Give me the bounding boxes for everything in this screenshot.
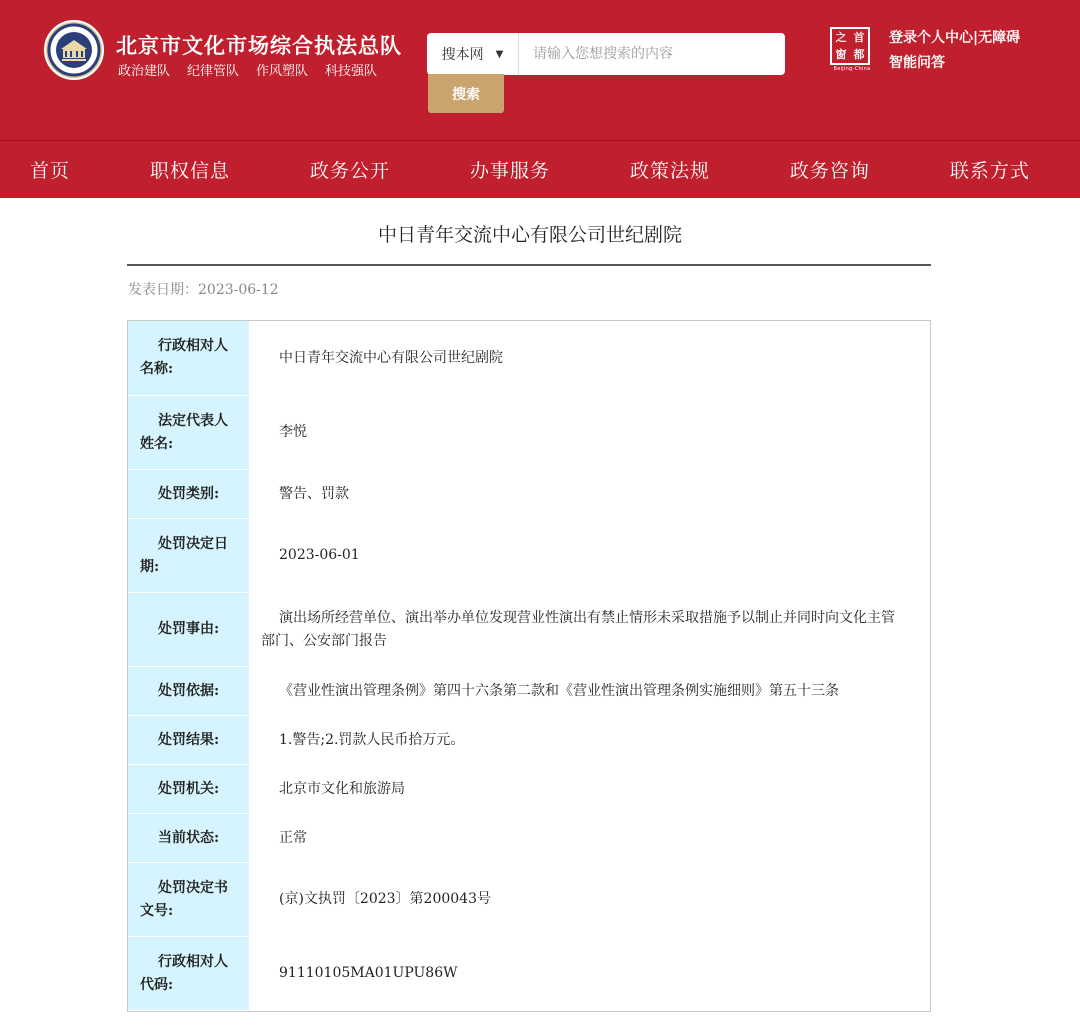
- table-row: [128, 765, 930, 814]
- row-value-text: (京)文执罚〔2023〕第200043号: [279, 891, 491, 907]
- row-label: 法定代表人姓名:: [128, 396, 249, 470]
- row-value-text: 2023-06-01: [279, 547, 360, 563]
- row-label: 处罚机关:: [128, 765, 249, 814]
- logo-caption: Beijing-China: [833, 66, 871, 72]
- slogan-item: 科技强队: [325, 64, 378, 79]
- publish-date-value: 2023-06-12: [198, 282, 279, 298]
- police-emblem-icon[interactable]: [44, 20, 104, 80]
- table-row: [128, 667, 930, 716]
- top-links: [889, 26, 1020, 76]
- row-label: 当前状态:: [128, 814, 249, 863]
- row-value: [249, 321, 930, 396]
- nav-item-authority-info[interactable]: 职权信息: [149, 160, 230, 182]
- accessibility-link[interactable]: 无障碍: [978, 30, 1021, 46]
- logo-char: 之: [835, 31, 847, 44]
- table-row: [128, 716, 930, 765]
- search-button[interactable]: 搜索: [428, 74, 504, 113]
- row-value: [249, 814, 930, 863]
- row-value: [249, 593, 930, 667]
- capital-window-logo[interactable]: [830, 27, 874, 73]
- row-label: 处罚决定日期:: [128, 519, 249, 593]
- row-value-text: 警告、罚款: [279, 485, 349, 502]
- logo-char: 窗: [835, 48, 847, 61]
- row-label: 行政相对人代码:: [128, 937, 249, 1011]
- row-label: 处罚事由:: [128, 593, 249, 667]
- row-value: [249, 396, 930, 470]
- row-label: 处罚依据:: [128, 667, 249, 716]
- nav-item-policies[interactable]: 政策法规: [629, 160, 710, 182]
- table-row: [128, 321, 930, 396]
- table-row: [128, 470, 930, 519]
- row-value-text: 演出场所经营单位、演出举办单位发现营业性演出有禁止情形未采取措施予以制止并同时向文化主管部门、公安部门报告: [261, 609, 895, 649]
- row-value-text: 北京市文化和旅游局: [279, 780, 405, 797]
- capital-window-icon: [830, 27, 870, 65]
- row-value-text: 李悦: [279, 424, 307, 440]
- row-value: [249, 519, 930, 593]
- slogan-item: 政治建队: [118, 64, 171, 79]
- table-row: [128, 814, 930, 863]
- login-link[interactable]: 登录个人中心: [889, 30, 973, 46]
- main-nav: [0, 140, 1080, 198]
- site-title[interactable]: 北京市文化市场综合执法总队: [116, 34, 402, 58]
- caret-down-icon: ▼: [495, 48, 504, 60]
- nav-item-services[interactable]: 办事服务: [469, 160, 550, 182]
- site-header: [0, 0, 1080, 140]
- table-row: [128, 519, 930, 593]
- logo-char: 首: [853, 31, 865, 44]
- row-value-text: 中日青年交流中心有限公司世纪剧院: [279, 349, 503, 366]
- nav-item-home[interactable]: 首页: [30, 160, 71, 182]
- table-row: [128, 593, 930, 667]
- publish-date: [128, 279, 279, 299]
- title-divider: [127, 264, 931, 266]
- row-value: [249, 667, 930, 716]
- nav-item-contact[interactable]: 联系方式: [949, 160, 1030, 182]
- row-value: [249, 937, 930, 1011]
- table-row: [128, 396, 930, 470]
- row-value-text: 91110105MA01UPU86W: [279, 965, 458, 981]
- smart-qa-link[interactable]: 智能问答: [889, 55, 945, 71]
- publish-date-label: 发表日期：: [128, 282, 198, 298]
- search-input[interactable]: [519, 33, 785, 75]
- row-value: [249, 470, 930, 519]
- row-label: 处罚结果:: [128, 716, 249, 765]
- row-value: [249, 863, 930, 937]
- penalty-detail-table: [127, 320, 931, 1012]
- table-row: [128, 863, 930, 937]
- row-value-text: 正常: [279, 829, 307, 846]
- row-value: [249, 716, 930, 765]
- row-label: 处罚决定书文号:: [128, 863, 249, 937]
- row-value-text: 《营业性演出管理条例》第四十六条第二款和《营业性演出管理条例实施细则》第五十三条: [279, 682, 839, 699]
- search-box: [427, 33, 785, 75]
- slogan-item: 作风塑队: [256, 64, 309, 79]
- logo-char: 都: [853, 48, 865, 61]
- row-value-text: 1.警告;2.罚款人民币拾万元。: [279, 731, 465, 748]
- link-separator: |: [973, 30, 979, 46]
- nav-item-government-affairs[interactable]: 政务公开: [309, 160, 390, 182]
- row-label: 处罚类别:: [128, 470, 249, 519]
- nav-item-consultation[interactable]: 政务咨询: [789, 160, 870, 182]
- search-scope-select[interactable]: [427, 33, 519, 75]
- slogan-item: 纪律管队: [187, 64, 240, 79]
- table-row: [128, 937, 930, 1011]
- row-label: 行政相对人名称:: [128, 321, 249, 396]
- search-scope-label: 搜本网: [441, 47, 484, 63]
- slogan-list: [118, 60, 377, 79]
- row-value: [249, 765, 930, 814]
- page-title: 中日青年交流中心有限公司世纪剧院: [377, 224, 682, 246]
